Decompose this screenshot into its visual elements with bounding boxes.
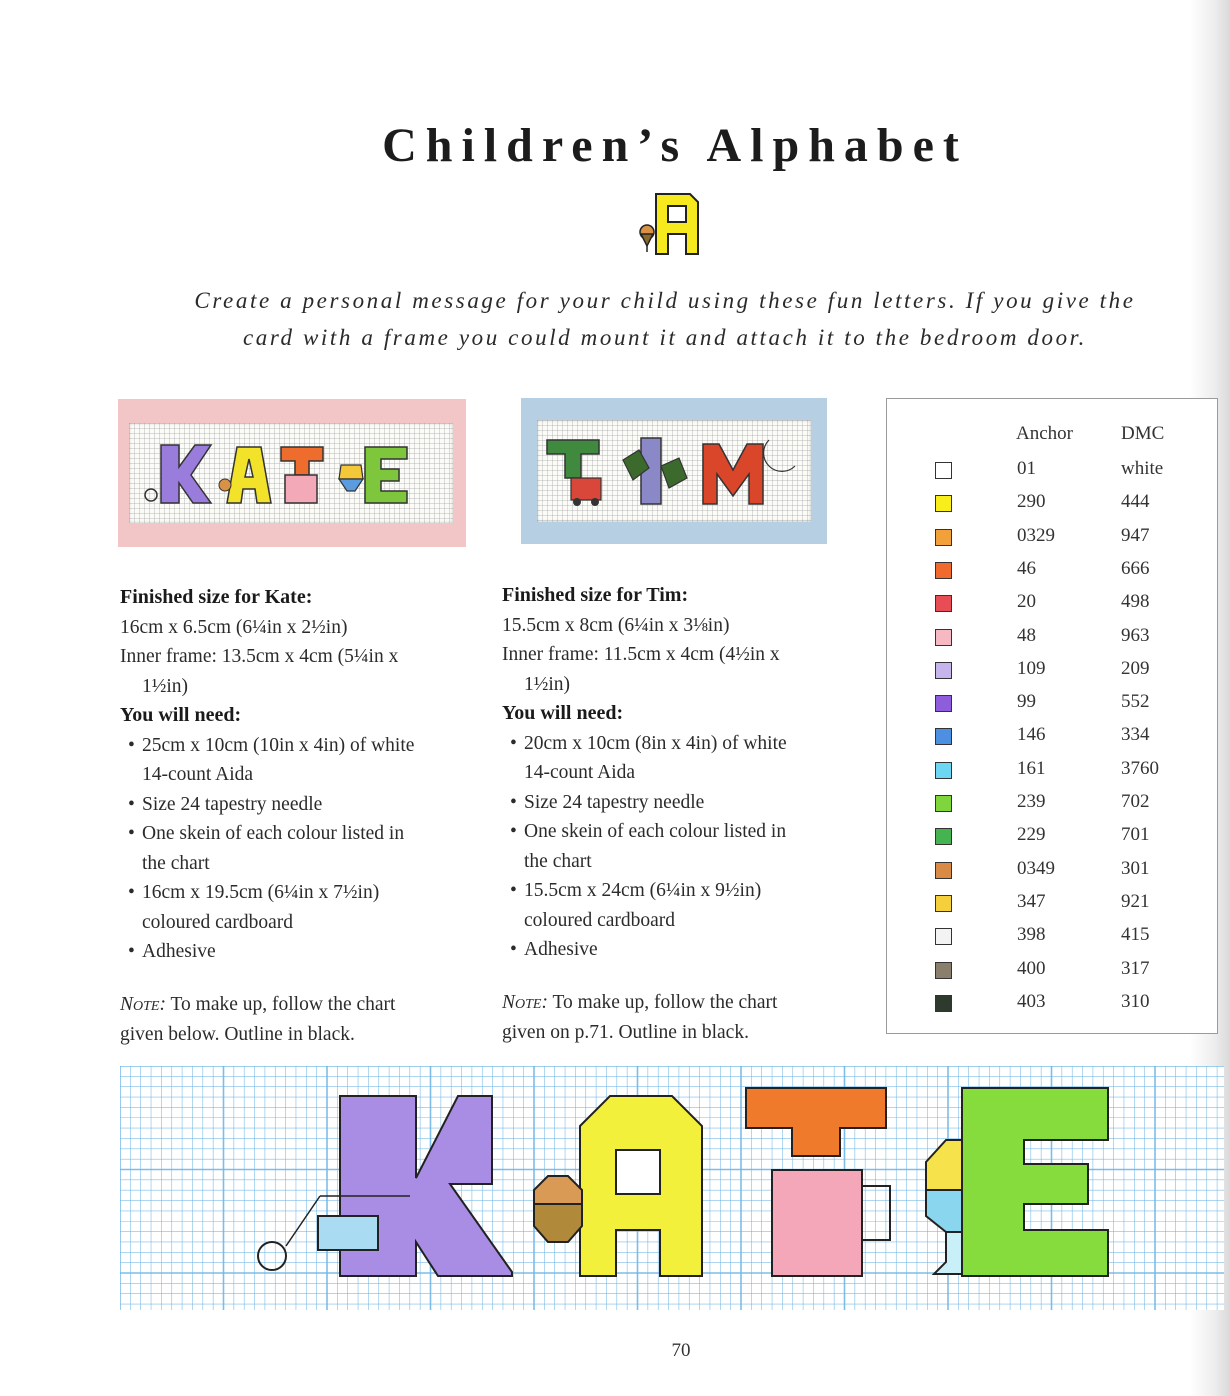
key-row [887,955,1217,988]
anchor-code: 229 [1017,824,1046,846]
kate-inner-frame: Inner frame: 13.5cm x 4cm (5¼in x [120,646,399,667]
list-item-cont: 14-count Aida [142,764,254,785]
key-row [887,488,1217,521]
tim-materials [502,581,862,965]
anchor-code: 403 [1017,990,1046,1012]
anchor-code: 20 [1017,591,1036,613]
anchor-header: Anchor [1016,423,1073,444]
anchor-code: 400 [1017,957,1046,979]
key-row [887,588,1217,621]
dmc-code: 334 [1121,724,1150,746]
colour-swatch [935,695,952,712]
tim-card-photo [521,398,827,544]
tim-note [502,988,862,1047]
anchor-code: 161 [1017,757,1046,779]
dmc-code: 498 [1121,591,1150,613]
note-text: To make up, follow the chart [547,992,778,1013]
chart-knitting [318,1216,378,1250]
note-text: given on p.71. Outline in black. [502,1021,749,1043]
colour-swatch [935,928,952,945]
tim-inner-frame: Inner frame: 11.5cm x 4cm (4½in x [502,644,780,665]
list-item-cont: coloured cardboard [142,911,294,933]
anchor-code: 0349 [1017,857,1055,879]
kate-stitch-chart [120,1066,1224,1310]
anchor-code: 0329 [1017,524,1055,546]
anchor-code: 146 [1017,724,1046,746]
anchor-code: 109 [1017,657,1046,679]
note-label: Note: [502,992,548,1013]
key-row [887,721,1217,754]
chart-mug [772,1170,862,1276]
key-row [887,755,1217,788]
dmc-code: 921 [1121,890,1150,912]
intro-text [150,282,1180,356]
dmc-code: 702 [1121,791,1150,812]
dmc-code: 209 [1121,657,1150,679]
page-number: 70 [671,1340,691,1361]
chart-letter-e [962,1088,1108,1276]
anchor-code: 290 [1017,491,1046,513]
intro-line: card with a frame you could mount it and attach it to the bedroom door. [242,325,1088,350]
colour-swatch [935,595,952,612]
list-item: • One skein of each colour listed in [120,819,480,849]
kate-stitched-letters [129,423,453,523]
colour-swatch [935,495,952,512]
anchor-code: 239 [1017,791,1046,812]
key-row [887,788,1217,821]
kate-inner-frame-cont: 1½in) [142,675,189,697]
dmc-code: 552 [1121,691,1150,713]
list-item: • 16cm x 19.5cm (6¼in x 7½in) [120,878,480,908]
dmc-code: 317 [1121,957,1150,979]
anchor-code: 398 [1017,924,1046,946]
tim-size: 15.5cm x 8cm (6¼in x 3⅛in) [502,614,730,636]
anchor-code: 48 [1017,624,1036,646]
list-item: • One skein of each colour listed in [502,817,862,847]
colour-swatch [935,629,952,646]
dmc-code: 301 [1121,857,1150,879]
dmc-code: 947 [1121,524,1150,546]
key-row [887,688,1217,721]
page-title: Children’s Alphabet [382,119,968,172]
list-item-cont: the chart [524,850,592,872]
anchor-code: 347 [1017,890,1046,912]
key-row [887,522,1217,555]
note-text: given below. Outline in black. [120,1023,355,1045]
list-item-cont: the chart [142,852,210,874]
key-row [887,921,1217,954]
list-item-cont: 14-count Aida [524,762,636,783]
tim-stitched-letters [537,420,811,522]
chart-a-counter [616,1150,660,1194]
anchor-code: 99 [1017,691,1036,713]
key-row [887,888,1217,921]
list-item-cont: coloured cardboard [524,909,676,931]
note-label: Note: [120,994,166,1015]
kate-card-photo [118,399,466,547]
list-item: • Size 24 tapestry needle [502,788,862,818]
list-item: • Size 24 tapestry needle [120,790,480,820]
key-row [887,855,1217,888]
thread-colour-key [886,398,1218,1034]
colour-swatch [935,795,952,812]
tim-need-heading: You will need: [502,702,624,724]
colour-swatch [935,562,952,579]
letter-a-motif-icon [636,188,706,258]
colour-swatch [935,862,952,879]
dmc-code: 3760 [1121,757,1159,779]
list-item: • 25cm x 10cm (10in x 4in) of white [120,731,480,761]
colour-swatch [935,529,952,546]
kate-size: 16cm x 6.5cm (6¼in x 2½in) [120,616,348,638]
note-text: To make up, follow the chart [165,994,396,1015]
key-row [887,455,1217,488]
key-row [887,655,1217,688]
list-item: • Adhesive [120,937,480,967]
dmc-code: 666 [1121,557,1150,579]
tim-size-heading: Finished size for Tim: [502,584,689,606]
colour-swatch [935,895,952,912]
kate-materials-list [120,731,480,967]
dmc-code: white [1121,458,1164,479]
kate-note [120,990,480,1049]
colour-swatch [935,762,952,779]
tim-inner-frame-cont: 1½in) [524,673,571,695]
key-row [887,821,1217,854]
anchor-code: 01 [1017,458,1036,479]
dmc-code: 415 [1121,924,1150,946]
colour-swatch [935,662,952,679]
kate-need-heading: You will need: [120,704,242,726]
dmc-code: 310 [1121,990,1150,1012]
intro-line: Create a personal message for your child using these fun letters. If you give the [194,288,1136,313]
key-row [887,988,1217,1021]
tim-materials-list [502,729,862,965]
colour-swatch [935,828,952,845]
list-item: • 15.5cm x 24cm (6¼in x 9½in) [502,876,862,906]
key-row [887,555,1217,588]
kate-size-heading: Finished size for Kate: [120,586,313,608]
colour-swatch [935,728,952,745]
kate-materials [120,583,480,967]
colour-swatch [935,995,952,1012]
anchor-code: 46 [1017,557,1036,579]
dmc-header: DMC [1121,423,1165,444]
list-item: • 20cm x 10cm (8in x 4in) of white [502,729,862,759]
dmc-code: 963 [1121,624,1150,646]
key-row [887,622,1217,655]
dmc-code: 701 [1121,824,1150,846]
list-item: • Adhesive [502,935,862,965]
colour-swatch [935,962,952,979]
colour-swatch [935,462,952,479]
dmc-code: 444 [1121,491,1150,513]
